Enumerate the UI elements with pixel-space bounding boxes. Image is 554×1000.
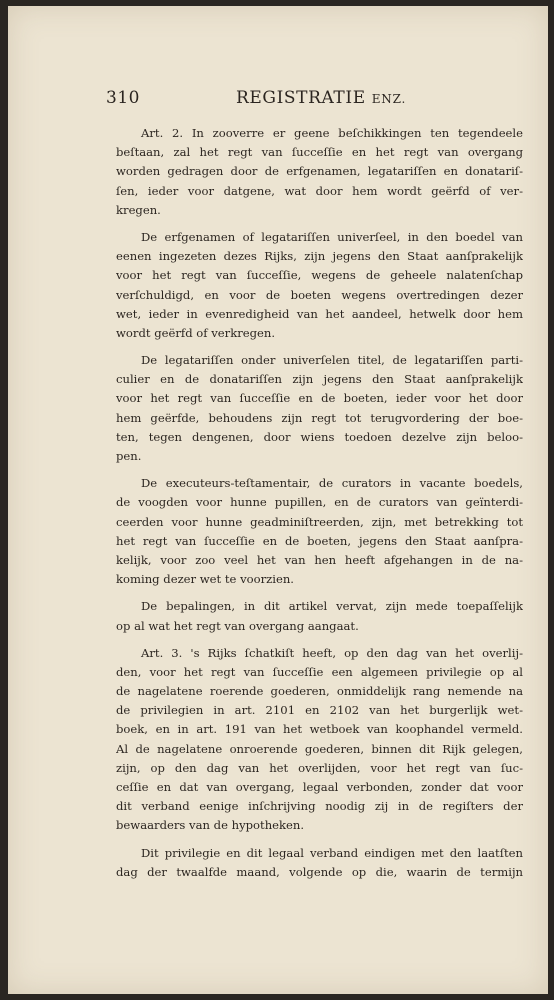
running-title xyxy=(236,88,406,108)
text-line: koming dezer wet te voorzien. xyxy=(116,572,294,587)
text-line: ceerden voor hunne geadminiſtreerden, zijn, met betrekking tot xyxy=(116,514,523,529)
text-line: voor het regt van ſucceſſie, wegens de geheele nalatenſchap xyxy=(116,268,523,283)
text-line: ſen, ieder voor datgene, wat door hem wordt geërfd of ver- xyxy=(116,183,523,198)
paragraph xyxy=(116,844,523,882)
paragraph xyxy=(116,644,523,836)
book-page xyxy=(8,6,548,994)
text-line: dit verband eenige inſchrijving noodig zij in de regiſters der xyxy=(116,799,523,814)
text-line: bewaarders van de hypotheken. xyxy=(116,818,305,833)
text-line: De bepalingen, in dit artikel vervat, zijn mede toepaſſelijk xyxy=(141,599,523,614)
text-line: De erfgenamen of legatariſſen univerſeel, in den boedel van xyxy=(141,229,523,244)
text-line: Art. 2. In zooverre er geene beſchikkingen ten tegendeele xyxy=(141,126,523,140)
text-line: het regt van ſucceſſie en de boeten, jegens den Staat aanſpra- xyxy=(116,533,523,548)
text-line: De legatariſſen onder univerſelen titel, de legatariſſen parti- xyxy=(141,353,523,368)
text-line: verſchuldigd, en voor de boeten wegens overtredingen dezer xyxy=(116,287,523,302)
text-line: kregen. xyxy=(116,202,161,217)
text-line: voor het regt van ſucceſſie en de boeten, ieder voor het door xyxy=(116,391,523,406)
page-body-text xyxy=(116,124,523,890)
page-number: 310 xyxy=(106,88,140,108)
running-title-suffix: ENZ. xyxy=(371,92,407,106)
text-line: dag der twaalfde maand, volgende op die, waarin de termijn xyxy=(116,864,523,879)
paragraph xyxy=(116,351,523,466)
text-line: beſtaan, zal het regt van ſucceſſie en het regt van overgang xyxy=(116,145,523,160)
paragraph xyxy=(116,124,523,220)
text-line: wet, ieder in evenredigheid van het aandeel, hetwelk door hem xyxy=(116,306,523,321)
text-line: ten, tegen dengenen, door wiens toedoen dezelve zijn beloo- xyxy=(116,429,523,444)
text-line: Dit privilegie en dit legaal verband eindigen met den laatſten xyxy=(141,845,523,860)
text-line: ceſſie en dat van overgang, legaal verbonden, zonder dat voor xyxy=(116,780,523,794)
text-line: De executeurs-teſtamentair, de curators in vacante boedels, xyxy=(141,476,523,491)
text-line: de privilegien in art. 2101 en 2102 van het burgerlijk wet- xyxy=(116,703,523,718)
paragraph xyxy=(116,597,523,635)
text-line: op al wat het regt van overgang aangaat. xyxy=(116,618,359,633)
text-line: Art. 3. 's Rijks ſchatkiſt heeft, op den dag van het overlij- xyxy=(141,645,523,660)
text-line: culier en de donatariſſen zijn jegens den Staat aanſprakelijk xyxy=(116,372,523,387)
text-line: hem geërfde, behoudens zijn regt tot terugvordering der boe- xyxy=(116,410,523,425)
paragraph xyxy=(116,228,523,343)
paragraph xyxy=(116,474,523,589)
running-title-main: REGISTRATIE xyxy=(236,88,366,108)
text-line: kelijk, voor zoo veel het van hen heeft afgehangen in de na- xyxy=(116,552,523,567)
text-line: de voogden voor hunne pupillen, en de curators van geïnterdi- xyxy=(116,495,523,510)
text-line: Al de nagelatene onroerende goederen, binnen dit Rijk gelegen, xyxy=(116,741,523,756)
text-line: pen. xyxy=(116,449,142,463)
text-line: zijn, op den dag van het overlijden, voor het regt van ſuc- xyxy=(116,760,523,775)
text-line: de nagelatene roerende goederen, onmiddelijk rang nemende na xyxy=(116,684,523,699)
text-line: den, voor het regt van ſucceſſie een algemeen privilegie op al xyxy=(116,664,523,679)
text-line: boek, en in art. 191 van het wetboek van koophandel vermeld. xyxy=(116,722,523,737)
page-header xyxy=(106,88,526,112)
text-line: wordt geërfd of verkregen. xyxy=(116,325,276,340)
text-line: eenen ingezeten dezes Rijks, zijn jegens den Staat aanſprakelijk xyxy=(116,249,523,264)
text-line: worden gedragen door de erfgenamen, legatariſſen en donatariſ- xyxy=(116,164,523,179)
